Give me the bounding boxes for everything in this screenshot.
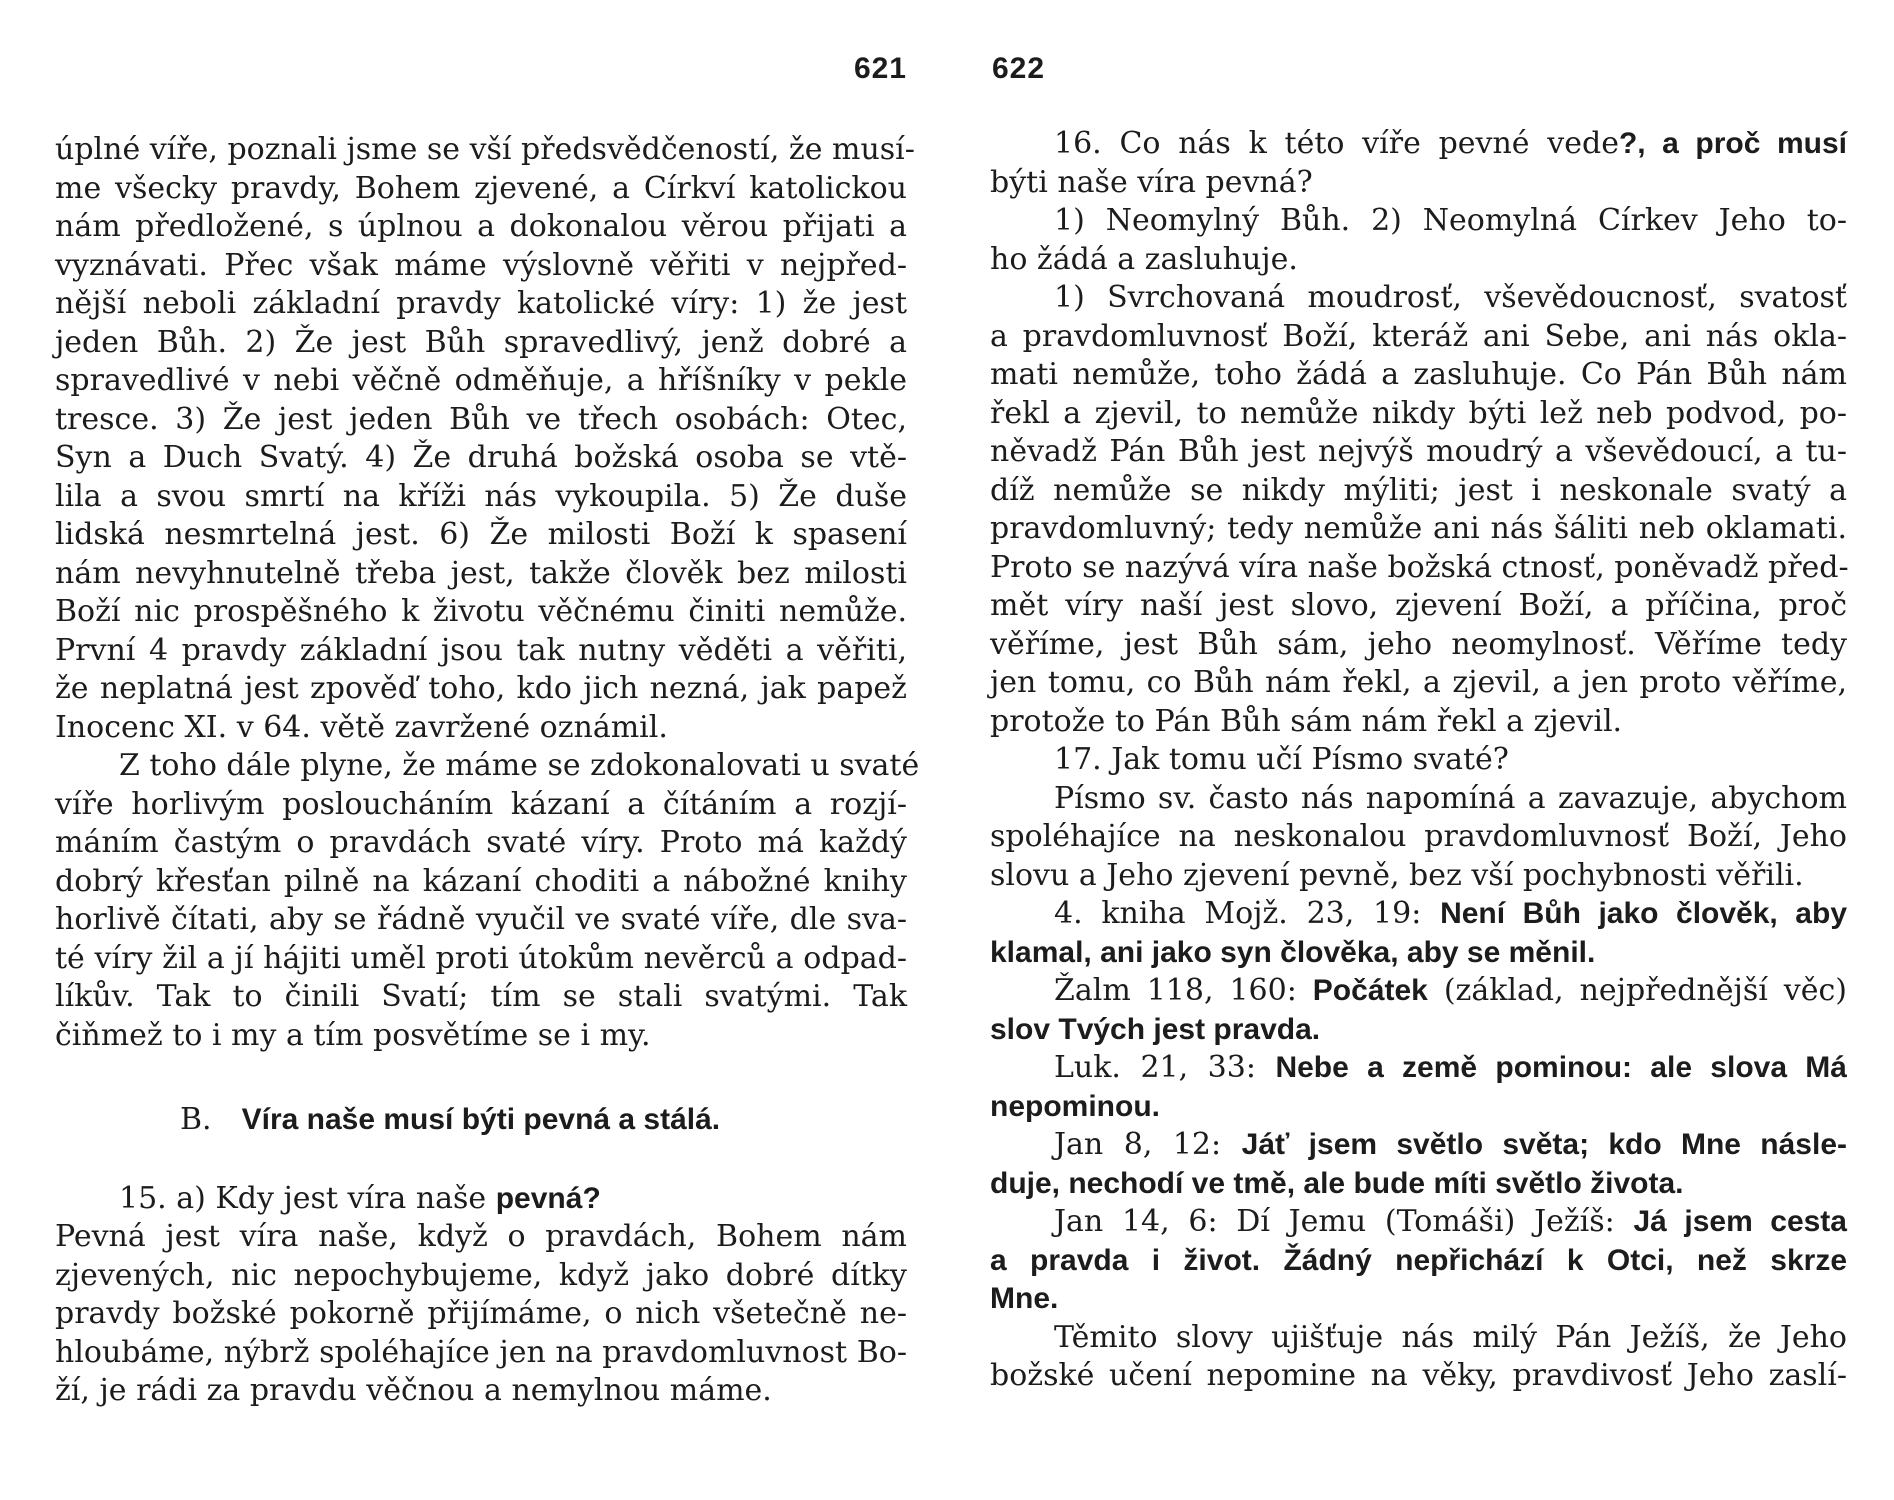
citation-ref: Jan 8, 12: xyxy=(1054,1127,1222,1162)
citation-quote: nepominou. xyxy=(990,1089,1160,1123)
text-line: máním častým o pravdách svaté víry. Proto má každý xyxy=(55,825,907,860)
left-page xyxy=(55,0,920,1500)
text-line: Písmo sv. často nás napomíná a zavazuje, abychom xyxy=(1054,780,1847,816)
citation-john-14 xyxy=(990,1203,1847,1319)
text-line: pravdy božské pokorně přijímáme, o nich všetečně ne- xyxy=(55,1296,907,1331)
text-line: že neplatná jest zpověď toho, kdo jich nezná, jak papež xyxy=(55,671,907,706)
question-15-text: 15. a) Kdy jest víra naše xyxy=(119,1180,487,1216)
text-line: spoléhajíce na neskonalou pravdomluvnosť Boží, Jeho xyxy=(990,819,1847,854)
text-line: ží, je rádi za pravdu věčnou a nemylnou máme. xyxy=(55,1373,772,1408)
text-line: něvadž Pán Bůh jest nejvýš moudrý a vševědoucí, a tu- xyxy=(990,434,1847,469)
text-line: ho žádá a zasluhuje. xyxy=(990,241,1298,277)
text-line: protože to Pán Bůh sám nám řekl a zjevil. xyxy=(990,703,1623,739)
paragraph-closing xyxy=(990,1319,1847,1396)
citation-quote: Není Bůh jako člověk, aby xyxy=(1440,897,1848,930)
text-line: díž nemůže se nikdy mýliti; jest i neskonale svatý a xyxy=(990,472,1847,508)
text-line xyxy=(990,1049,1847,1088)
text-line: jen tomu, co Bůh nám řekl, a zjevil, a jen proto věříme, xyxy=(990,665,1847,700)
citation-ref: Luk. 21, 33: xyxy=(1054,1050,1256,1085)
question-15 xyxy=(55,1180,907,1219)
citation-quote: slov Tvých jest pravda. xyxy=(990,1012,1321,1046)
text-line: a pravdomluvnosť Boží, kteráž ani Sebe, ani nás okla- xyxy=(990,318,1847,354)
text-line: zjevených, nic nepochybujeme, když jako dobré dítky xyxy=(55,1257,907,1293)
citation-john-8 xyxy=(990,1126,1847,1203)
text-line: líkův. Tak to činili Svatí; tím se stali svatými. Tak xyxy=(55,979,907,1014)
text-line: nám nevyhnutelně třeba jest, takže člověk bez milosti xyxy=(55,555,907,591)
text-line: jeden Bůh. 2) Že jest Bůh spravedlivý, jenž dobré a xyxy=(55,324,907,360)
text-line: božské učení nepomine na věky, pravdivosť Jeho zaslí- xyxy=(990,1358,1847,1393)
text-line: Proto se nazývá víra naše božská ctnosť, poněvadž před- xyxy=(990,549,1849,585)
question-16-text: 16. Co nás k této víře pevné vede xyxy=(1054,126,1619,161)
page-number-left: 621 xyxy=(853,52,907,85)
answer-16 xyxy=(990,202,1847,279)
paragraph-reason xyxy=(990,279,1847,741)
section-heading xyxy=(55,1101,907,1140)
paragraph-basic-truths xyxy=(55,131,915,747)
text-line xyxy=(990,972,1847,1011)
citation-note: (základ, nejpřednější věc) xyxy=(1443,973,1847,1008)
citation-quote: Počátek xyxy=(1312,974,1428,1007)
text-line: řekl a zjevil, to nemůže nikdy býti lež neb podvod, po- xyxy=(990,395,1847,431)
text-line: spravedlivé v nebi věčně odměňuje, a hříšníky v pekle xyxy=(55,363,907,398)
text-line: tresce. 3) Že jest jeden Bůh ve třech osobách: Otec, xyxy=(55,401,907,437)
section-letter: B. xyxy=(180,1102,212,1137)
citation-numbers xyxy=(990,895,1847,972)
text-line xyxy=(990,1165,1847,1204)
text-line: úplné víře, poznali jsme se vší předsvědčeností, že musí- xyxy=(55,132,915,167)
right-page xyxy=(990,0,1847,1500)
question-17: 17. Jak tomu učí Písmo svaté? xyxy=(1054,742,1509,777)
page-number-right: 622 xyxy=(992,52,1046,85)
section-title: Víra naše musí býti pevná a stálá. xyxy=(241,1103,721,1136)
citation-quote: Nebe a země pominou: ale slova Má xyxy=(1275,1051,1847,1084)
question-16 xyxy=(990,125,1847,202)
text-line xyxy=(990,895,1847,934)
text-line: té víry žil a jí hájiti uměl proti útokům nevěrců a odpad- xyxy=(55,940,907,976)
citation-ref: Jan 14, 6: Dí Jemu (Tomáši) Ježíš: xyxy=(1054,1204,1615,1239)
text-line xyxy=(990,934,1847,973)
text-line: me všecky pravdy, Bohem zjevené, a Církví katolickou xyxy=(55,170,907,206)
text-line: lidská nesmrtelná jest. 6) Že milosti Boží k spasení xyxy=(55,517,907,552)
text-line: dobrý křesťan pilně na kázaní choditi a nábožné knihy xyxy=(55,863,907,899)
citation-ref: Žalm 118, 160: xyxy=(1054,973,1297,1008)
question-15-bold: pevná? xyxy=(495,1181,601,1215)
text-line: víře horlivým posloucháním kázaní a čítáním a rozjí- xyxy=(55,786,907,822)
citation-psalm xyxy=(990,972,1847,1049)
text-line: První 4 pravdy základní jsou tak nutny věděti a věřiti, xyxy=(55,632,907,668)
text-line: mět víry naší jest slovo, zjevení Boží, a příčina, proč xyxy=(990,588,1847,623)
citation-quote: klamal, ani jako syn člověka, aby se měnil. xyxy=(990,935,1596,969)
text-line: nější neboli základní pravdy katolické víry: 1) že jest xyxy=(55,286,907,321)
text-line: Těmito slovy ujišťuje nás milý Pán Ježíš, že Jeho xyxy=(1054,1319,1847,1355)
paragraph-scripture xyxy=(990,780,1847,896)
citation-ref: 4. kniha Mojž. 23, 19: xyxy=(1054,896,1422,931)
right-page-text xyxy=(990,125,1847,1396)
citation-quote: Mne. xyxy=(990,1282,1059,1315)
text-line: pravdomluvný; tedy nemůže ani nás šáliti neb oklamati. xyxy=(990,511,1847,546)
text-line: Pevná jest víra naše, když o pravdách, Bohem nám xyxy=(55,1219,907,1254)
text-line: Inocenc XI. v 64. větě zavržené oznámil. xyxy=(55,709,668,745)
text-line: nám předložené, s úplnou a dokonalou věrou přijati a xyxy=(55,209,907,244)
text-line xyxy=(990,1280,1847,1319)
question-16-bold: ?, a proč musí xyxy=(1618,127,1847,160)
text-line: 1) Neomylný Bůh. 2) Neomylná Církev Jeho to- xyxy=(1054,203,1847,238)
text-line: mati nemůže, toho žádá a zasluhuje. Co Pán Bůh nám xyxy=(990,357,1847,392)
text-line: Syn a Duch Svatý. 4) Že druhá božská osoba se vtě- xyxy=(55,440,907,475)
text-line xyxy=(990,1088,1847,1127)
text-line: býti naše víra pevná? xyxy=(990,164,1313,200)
text-line: slovu a Jeho zjevení pevně, bez vší pochybnosti věřili. xyxy=(990,857,1804,893)
text-line: Z toho dále plyne, že máme se zdokonalovati u svaté xyxy=(119,748,920,783)
text-line xyxy=(990,1203,1847,1242)
text-line xyxy=(990,1126,1847,1165)
text-line: Boží nic prospěšného k životu věčnému činiti nemůže. xyxy=(55,594,907,629)
text-line: horlivě čítati, aby se řádně vyučil ve svaté víře, dle sva- xyxy=(55,902,907,937)
citation-quote: duje, nechodí ve tmě, ale bude míti světlo života. xyxy=(990,1166,1684,1200)
citation-quote: Jáť jsem světlo světa; kdo Mne násle- xyxy=(1241,1128,1847,1161)
text-line: vyznávati. Přec však máme výslovně věřiti v nejpřed- xyxy=(55,247,907,283)
text-line: věříme, jest Bůh sám, jeho neomylnosť. Věříme tedy xyxy=(990,626,1847,662)
citation-quote: a pravda i život. Žádný nepřichází k Otci, než skrze xyxy=(990,1243,1847,1277)
text-line xyxy=(990,1011,1847,1050)
text-line xyxy=(990,1242,1847,1281)
paragraph-perfecting-faith xyxy=(55,747,920,1055)
text-line: čiňmež to i my a tím posvětíme se i my. xyxy=(55,1017,651,1053)
paragraph-firm-faith xyxy=(55,1218,907,1411)
citation-quote: Já jsem cesta xyxy=(1633,1205,1847,1238)
text-line: lila a svou smrtí na kříži nás vykoupila. 5) Že duše xyxy=(55,478,907,514)
text-line: hloubáme, nýbrž spoléhajíce jen na pravdomluvnost Bo- xyxy=(55,1334,907,1370)
text-line: 1) Svrchovaná moudrosť, vševědoucnosť, svatosť xyxy=(1054,280,1847,315)
left-page-text xyxy=(55,131,920,1411)
citation-luke xyxy=(990,1049,1847,1126)
text-line xyxy=(990,125,1847,164)
